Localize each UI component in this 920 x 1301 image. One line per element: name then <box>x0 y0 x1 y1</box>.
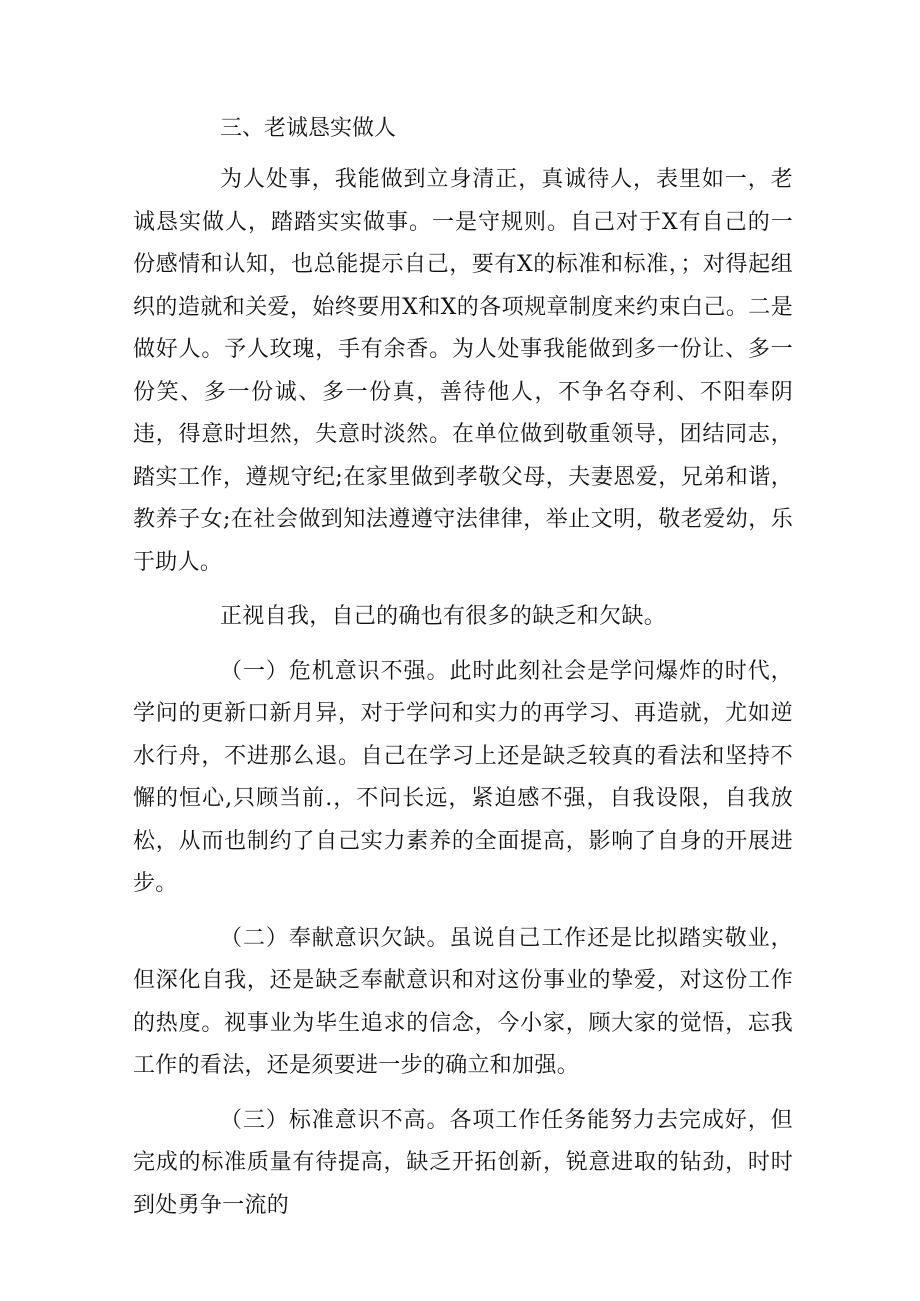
paragraph-self-review: 正视自我，自己的确也有很多的缺乏和欠缺。 <box>220 604 667 629</box>
document-body <box>133 110 793 1239</box>
paragraph-dedication: （二）奉献意识欠缺。虽说自己工作还是比拟踏实敬业，但深化自我，还是缺乏奉献意识和对这份事业的挚爱，对这份工作的热度。视事业为毕生追求的信念，今小家，顾大家的觉悟，忘我工作的看法，还是须要进一步的确立和加强。 <box>133 925 793 1078</box>
paragraph-conduct: 为人处事，我能做到立身清正，真诚待人，表里如一，老诚恳实做人，踏踏实实做事。一是守规则。自己对于X有自己的一份感情和认知，也总能提示自己，要有X的标准和标准，；对得起组织的造就和关爱，始终要用X和X的各项规章制度来约束白己。二是做好人。予人玫瑰，手有余香。为人处事我能做到多一份让、多一份笑、多一份诚、多一份真，善待他人，不争名夺利、不阳奉阴违，得意时坦然，失意时淡然。在单位做到敬重领导，团结同志，踏实工作，遵规守纪;在家里做到孝敬父母，夫妻恩爱，兄弟和谐，教养子女;在社会做到知法遵遵守法律律，举止文明，敬老爱幼，乐于助人。 <box>133 167 793 575</box>
section-heading: 三、老诚恳实做人 <box>220 116 397 141</box>
paragraph-standards: （三）标准意识不高。各项工作任务能努力去完成好，但完成的标准质量有待提高，缺乏开拓创新，锐意进取的钻劲，时时到处勇争一流的 <box>133 1107 793 1218</box>
paragraph-crisis-awareness: （一）危机意识不强。此时此刻社会是学问爆炸的时代，学问的更新口新月异，对于学问和实力的再学习、再造就，尤如逆水行舟，不进那么退。自己在学习上还是缺乏较真的看法和坚持不懈的恒心,只顾当前.，不问长远，紧迫感不强，自我设限，自我放松，从而也制约了自己实力素养的全面提高，影响了自身的开展进步。 <box>133 658 793 896</box>
